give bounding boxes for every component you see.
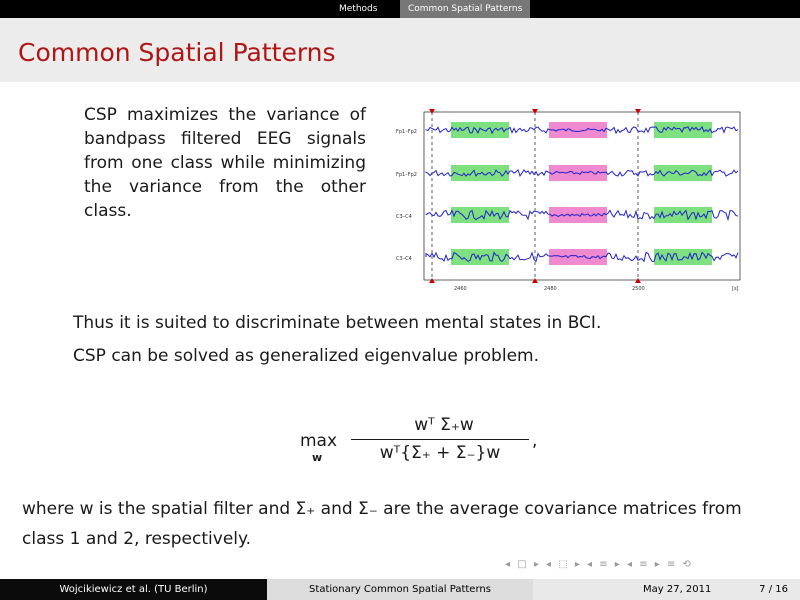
channel-label-4: C3–C4 [396, 256, 412, 262]
x-tick-2: 2480 [544, 286, 557, 292]
formula-operator: max [300, 431, 338, 451]
channel-label-3: C3–C4 [396, 214, 412, 220]
green-block [451, 122, 509, 138]
formula-numerator: wᵀ Σ₊w [414, 415, 474, 435]
bci-statement: Thus it is suited to discriminate between mental states in BCI. [73, 313, 602, 333]
footer-page-number: 7 / 16 [759, 584, 788, 595]
navigation-symbols[interactable]: ◂ □ ▸ ◂ ⬚ ▸ ◂ ≡ ▸ ◂ ≡ ▸ ≡ ⟲ [505, 559, 693, 570]
title-bar [0, 18, 800, 82]
formula-denominator: wᵀ{Σ₊ + Σ₋}w [379, 443, 501, 463]
header-section[interactable]: Methods [339, 4, 378, 14]
csp-formula [300, 415, 560, 475]
fraction-bar [351, 439, 529, 440]
formula-subscript: w [312, 451, 323, 464]
csp-figure [394, 100, 748, 296]
channel-label-2: Fp1–Fp2 [396, 172, 417, 178]
header-subsection[interactable]: Common Spatial Patterns [400, 0, 530, 18]
x-tick-unit: [s] [732, 286, 739, 292]
header-bar [0, 0, 800, 18]
eigenvalue-statement: CSP can be solved as generalized eigenvalue problem. [73, 346, 539, 366]
footer-right [533, 579, 800, 600]
channel-label-1: Fp1–Fp2 [396, 129, 417, 135]
intro-text: CSP maximizes the variance of bandpass filtered EEG signals from one class while minimizing the variance from the other class. [84, 105, 366, 221]
x-tick-3: 2500 [632, 286, 645, 292]
formula-trail: , [532, 431, 538, 451]
footer-bar [0, 579, 800, 600]
footer-author: Wojcikiewicz et al. (TU Berlin) [0, 579, 267, 600]
slide-title: Common Spatial Patterns [18, 38, 336, 67]
eeg-signal-plot [394, 100, 748, 296]
footer-date: May 27, 2011 [643, 584, 712, 595]
x-tick-1: 2460 [454, 286, 467, 292]
explanation-text: where w is the spatial filter and Σ₊ and Σ₋ are the average covariance matrices from class 1 and 2, respectively. [22, 499, 742, 549]
green-block [451, 207, 509, 223]
footer-talk-title: Stationary Common Spatial Patterns [267, 579, 533, 600]
